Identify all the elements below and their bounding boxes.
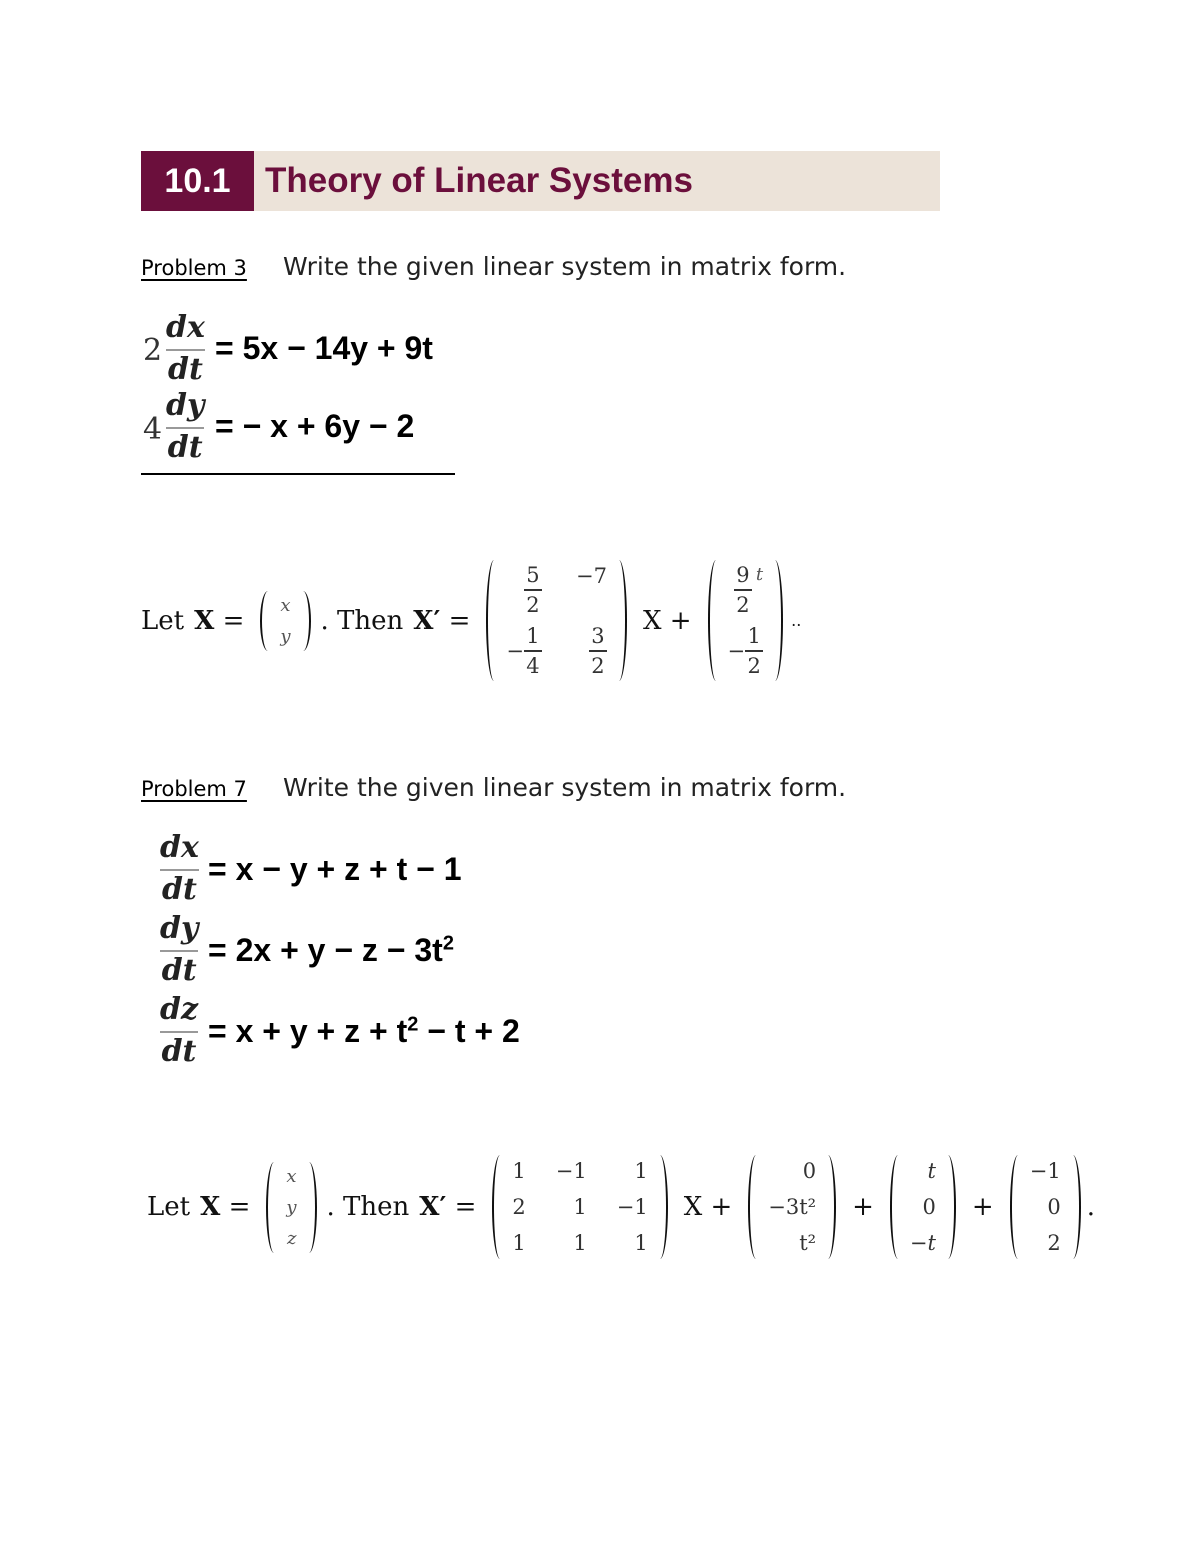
end-punctuation: . bbox=[1086, 1192, 1095, 1222]
denominator: dt bbox=[168, 352, 203, 387]
vector-entry: − $\frac{1}{2}$ bbox=[728, 625, 764, 677]
numerator: dy bbox=[160, 911, 199, 946]
vector-entry: −1 bbox=[1029, 1159, 1061, 1183]
vector-entry: x bbox=[286, 1165, 297, 1187]
vector-entry: z bbox=[287, 1227, 297, 1249]
equals-sign: = bbox=[222, 605, 245, 636]
vector-xy bbox=[260, 591, 310, 651]
derivative-fraction bbox=[160, 911, 199, 988]
problem-3-solution bbox=[141, 548, 801, 693]
vector-X-prime: X′ bbox=[413, 605, 441, 636]
numerator: dx bbox=[160, 830, 199, 865]
vector-entry: $\frac{9}{2}$ t bbox=[734, 564, 763, 616]
matrix-entry: 1 bbox=[512, 1231, 526, 1255]
equation-rhs: = − x + 6y − 2 bbox=[215, 408, 415, 444]
equation-rhs: = 5x − 14y + 9t bbox=[215, 330, 433, 366]
forcing-vector bbox=[708, 560, 784, 680]
x-plus-text: X + bbox=[683, 1192, 733, 1222]
let-word: Let bbox=[147, 1192, 191, 1222]
matrix-entry: $\frac{5}{2}$ bbox=[524, 564, 542, 616]
plus-sign: + bbox=[971, 1192, 994, 1222]
vector-X: X bbox=[194, 605, 215, 636]
matrix-entry: $\frac{3}{2}$ bbox=[589, 625, 607, 677]
matrix-entry: 2 bbox=[512, 1195, 526, 1219]
vector-entry: 0 bbox=[1047, 1195, 1061, 1219]
vector-entry: 0 bbox=[922, 1195, 936, 1219]
problem-7-instructions: Write the given linear system in matrix form. bbox=[283, 773, 847, 802]
derivative-fraction bbox=[160, 830, 199, 907]
matrix-entry: 1 bbox=[634, 1231, 648, 1255]
matrix-entry: 1 bbox=[512, 1159, 526, 1183]
vector-entry: t² bbox=[799, 1231, 817, 1255]
section-header bbox=[141, 151, 940, 211]
coefficient-matrix bbox=[486, 560, 627, 680]
matrix-entry: 1 bbox=[634, 1159, 648, 1183]
denominator: dt bbox=[162, 872, 197, 907]
matrix-entry: −1 bbox=[616, 1195, 648, 1219]
problem-7-label: Problem 7 bbox=[141, 777, 247, 801]
vector-X: X bbox=[200, 1192, 221, 1222]
equals-sign: = bbox=[448, 605, 471, 636]
end-punctuation: .. bbox=[791, 611, 802, 630]
vector-X-prime: X′ bbox=[419, 1192, 447, 1222]
forcing-vector-2 bbox=[890, 1155, 956, 1259]
coefficient-matrix bbox=[492, 1155, 667, 1259]
numerator: dx bbox=[166, 310, 205, 345]
equals-sign: = bbox=[454, 1192, 477, 1222]
problem-7-solution bbox=[147, 1146, 1095, 1268]
section-title: Theory of Linear Systems bbox=[265, 161, 693, 200]
plus-sign: + bbox=[852, 1192, 874, 1222]
derivative-fraction bbox=[166, 388, 205, 465]
divider bbox=[141, 473, 455, 475]
equation-rhs: = $2x + y - z - 3t^2$ bbox=[208, 932, 454, 968]
matrix-entry: − $\frac{1}{4}$ bbox=[506, 625, 542, 677]
coefficient: 2 bbox=[143, 333, 163, 368]
vector-entry: y bbox=[280, 625, 291, 647]
problem-3-label: Problem 3 bbox=[141, 256, 247, 280]
matrix-entry: 1 bbox=[573, 1195, 587, 1219]
vector-entry: −3t² bbox=[768, 1195, 817, 1219]
matrix-entry: −7 bbox=[575, 564, 607, 589]
denominator: dt bbox=[167, 430, 203, 465]
vector-entry: t bbox=[927, 1159, 936, 1183]
section-number: 10.1 bbox=[141, 151, 254, 211]
forcing-vector-1 bbox=[748, 1155, 836, 1259]
vector-entry: y bbox=[286, 1196, 297, 1218]
matrix-entry: 1 bbox=[573, 1231, 587, 1255]
matrix-entry: −1 bbox=[555, 1159, 587, 1183]
vector-entry: 2 bbox=[1047, 1231, 1061, 1255]
x-plus-text: X + bbox=[642, 605, 692, 636]
denominator: dt bbox=[161, 953, 197, 988]
numerator: dy bbox=[166, 388, 205, 423]
derivative-fraction bbox=[160, 992, 199, 1069]
let-word: Let bbox=[141, 605, 185, 636]
then-text: . Then bbox=[326, 1192, 410, 1222]
vector-xyz bbox=[266, 1162, 316, 1253]
vector-entry: x bbox=[280, 594, 291, 616]
denominator: dt bbox=[161, 1034, 197, 1069]
equation-rhs: = x − y + z + t − 1 bbox=[208, 851, 462, 887]
problem-3-instructions: Write the given linear system in matrix form. bbox=[283, 252, 847, 281]
equals-sign: = bbox=[228, 1192, 251, 1222]
derivative-fraction bbox=[166, 310, 205, 387]
coefficient: 4 bbox=[143, 412, 163, 447]
forcing-vector-3 bbox=[1010, 1155, 1081, 1259]
numerator: dz bbox=[160, 992, 199, 1027]
equation-rhs: = $x + y + z + t^2 - t + 2$ bbox=[208, 1013, 520, 1049]
vector-entry: −t bbox=[909, 1231, 936, 1255]
vector-entry: 0 bbox=[802, 1159, 817, 1183]
then-text: . Then bbox=[320, 605, 404, 636]
